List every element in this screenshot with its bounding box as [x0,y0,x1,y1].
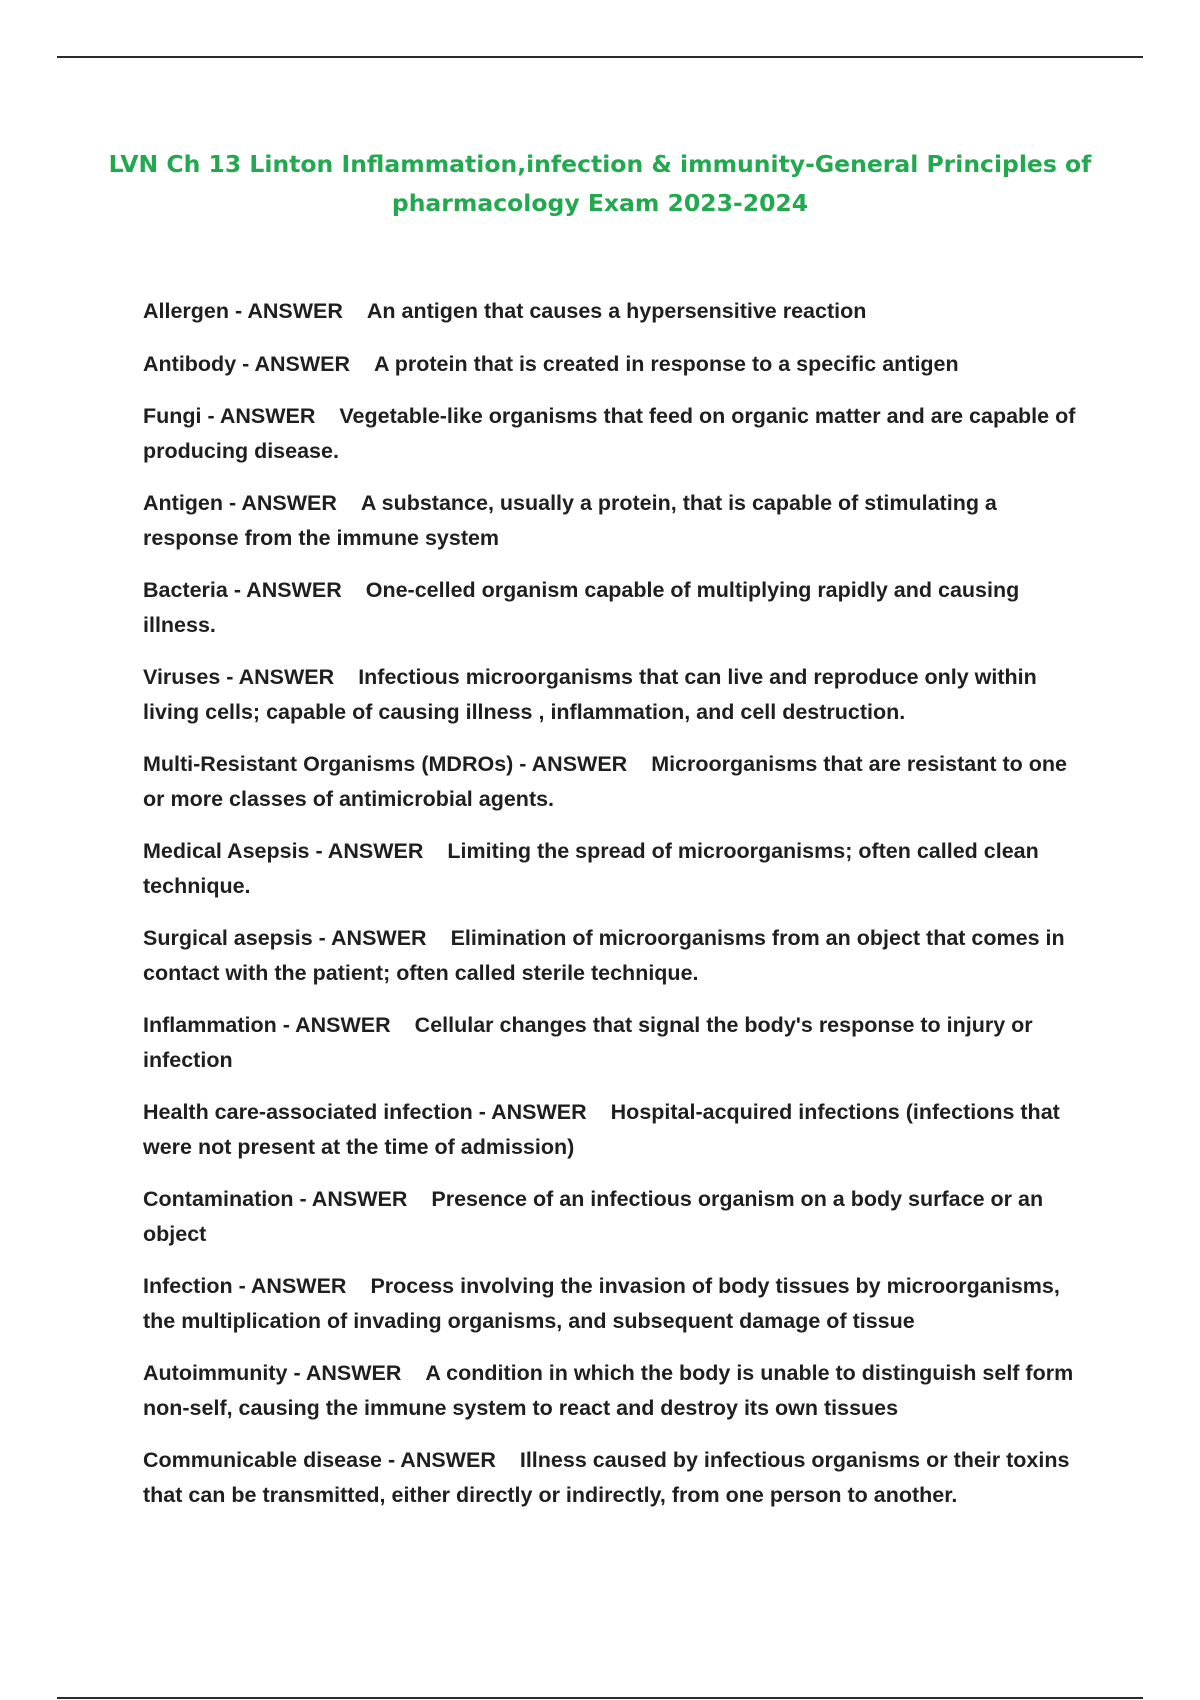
list-item [143,660,1093,729]
entry-term: Autoimmunity [143,1361,288,1385]
entry-separator: - ANSWER [472,1100,587,1124]
entry-definition: Presence of an infectious organism on a body surface or an object [143,1187,1044,1246]
entry-definition: Cellular changes that signal the body's response to injury or infection [143,1013,1033,1072]
list-item [143,486,1093,555]
entry-term: Health care-associated infection [143,1100,473,1124]
entry-separator: - ANSWER [309,839,424,863]
entry-term: Antigen [143,491,224,515]
entry-separator: - ANSWER [227,578,342,602]
entry-separator: - ANSWER [287,1361,402,1385]
entry-definition: Hospital-acquired infections (infections that were not present at the time of admission) [143,1100,1060,1159]
list-item [143,921,1093,990]
entry-separator: - ANSWER [293,1187,408,1211]
entry-term: Medical Asepsis [143,839,310,863]
list-item [143,399,1093,468]
entry-definition: Vegetable-like organisms that feed on organic matter and are capable of producing disease. [143,404,1076,463]
entry-term: Antibody [143,351,237,376]
entry-separator: - ANSWER [381,1448,496,1472]
entry-separator: - ANSWER [223,491,337,515]
list-item [143,1008,1093,1077]
list-item [143,1269,1093,1338]
entry-definition: Illness caused by infectious organisms or their toxins that can be transmitted, either directly or indirectly, from one person to another. [143,1448,1070,1507]
list-item [143,1356,1093,1425]
list-item [143,1443,1093,1512]
flashcard-list [143,294,1093,1530]
list-item [143,347,1093,382]
list-item [143,1182,1093,1251]
entry-definition: A substance, usually a protein, that is capable of stimulating a response from the immune system [143,491,997,550]
entry-term: Surgical asepsis [143,926,313,950]
top-divider [57,56,1143,58]
entry-definition: Elimination of microorganisms from an object that comes in contact with the patient; often called sterile technique. [143,926,1065,985]
entry-definition: A condition in which the body is unable to distinguish self form non-self, causing the immune system to react and destroy its own tissues [143,1361,1074,1420]
bottom-divider [57,1697,1143,1699]
entry-term: Fungi [143,404,202,428]
entry-term: Communicable disease [143,1448,382,1472]
entry-definition: Microorganisms that are resistant to one or more classes of antimicrobial agents. [143,752,1067,811]
entry-separator: - ANSWER [276,1013,391,1037]
entry-term: Contamination [143,1187,294,1211]
entry-separator: - ANSWER [236,351,351,376]
list-item [143,573,1093,642]
entry-term: Inflammation [143,1013,277,1037]
entry-term: Infection [143,1274,233,1298]
entry-term: Allergen [143,299,230,323]
list-item [143,747,1093,816]
list-item [143,1095,1093,1164]
entry-definition: Infectious microorganisms that can live and reproduce only within living cells; capable of causing illness , inflammation, and cell destruction. [143,665,1037,724]
list-item [143,834,1093,903]
entry-separator: - ANSWER [232,1274,347,1298]
entry-definition: An antigen that causes a hypersensitive reaction [366,299,867,323]
entry-separator: - ANSWER [312,926,427,950]
entry-definition: A protein that is created in response to a specific antigen [374,351,959,376]
entry-term: Multi-Resistant Organisms (MDROs) [143,752,514,776]
entry-separator: - ANSWER [229,299,343,323]
entry-term: Bacteria [143,578,228,602]
entry-definition: One-celled organism capable of multiplying rapidly and causing illness. [143,578,1020,637]
entry-separator: - ANSWER [201,404,316,428]
document-title: LVN Ch 13 Linton Inflammation,infection & immunity-General Principles of pharmacology Exam 2023-2024 [108,150,1092,217]
entry-separator: - ANSWER [513,752,628,776]
list-item [143,294,1093,329]
entry-separator: - ANSWER [220,665,335,689]
entry-definition: Process involving the invasion of body tissues by microorganisms, the multiplication of invading organisms, and subsequent damage of tissue [143,1274,1060,1333]
entry-term: Viruses [143,665,221,689]
entry-definition: Limiting the spread of microorganisms; often called clean technique. [143,839,1039,898]
